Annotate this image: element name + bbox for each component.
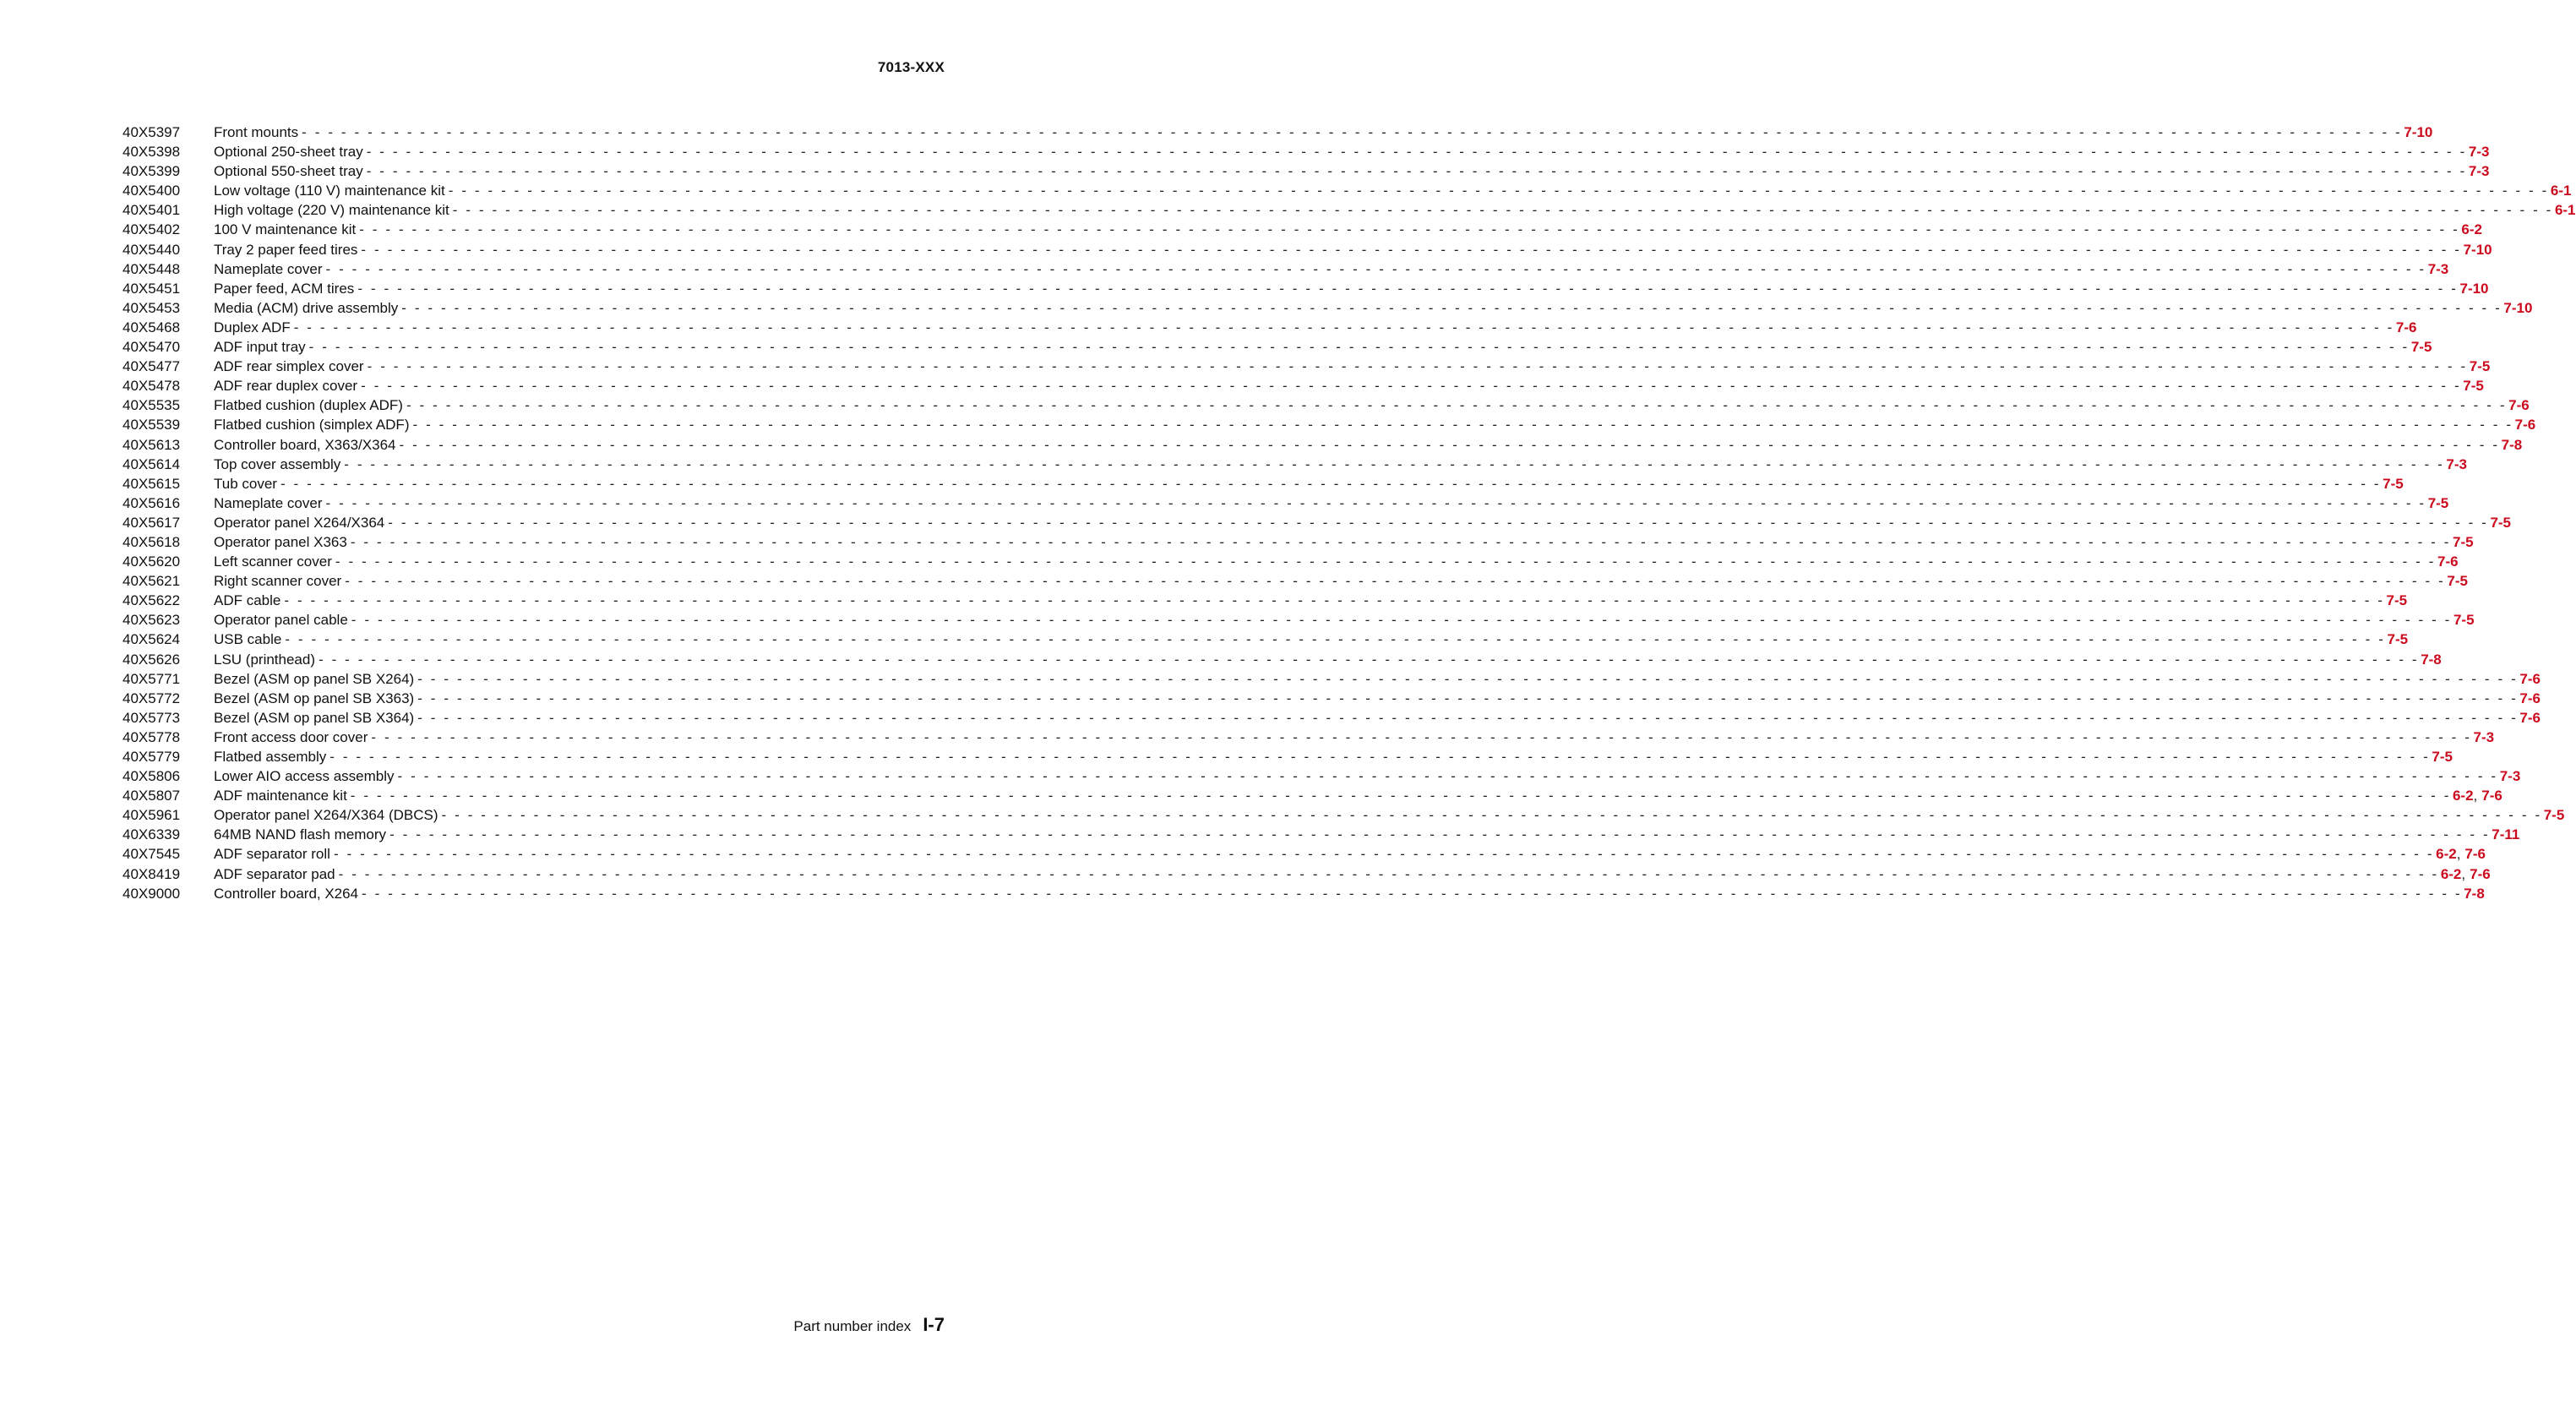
dot-leader: - - - - - - - - - - - - - - - - - - - - - - - - - - - - - - - - - - - - - - - - - - - - - - - - - - - - - - - - - - - - - - - - - - - - - - - - - - - - - - - - - - - - - - - - - - - - - - - - - - - - - - - - - - - - - - - - - - - - - - - - - - - - - - - - - - - - - - - - - - - - - - - - - - - - - - - - - - - - - - - -	[293, 319, 2394, 335]
index-entry	[123, 357, 2491, 376]
part-number: 40X5614	[123, 455, 181, 472]
part-description: Duplex ADF	[214, 319, 291, 335]
part-description: Top cover assembly	[214, 455, 341, 472]
part-number: 40X5616	[123, 494, 181, 511]
part-number: 40X5622	[123, 592, 181, 609]
page-link[interactable]: 7-3	[2468, 163, 2490, 180]
part-description: 64MB NAND flash memory	[214, 826, 387, 843]
page-link[interactable]: 7-5	[2453, 533, 2474, 550]
page-link[interactable]: 7-5	[2453, 612, 2475, 629]
index-entry	[123, 240, 2492, 259]
part-description: ADF rear duplex cover	[214, 378, 358, 395]
page-references	[2434, 844, 2486, 864]
page-references	[2462, 240, 2492, 259]
page-references	[2445, 571, 2468, 591]
part-number: 40X5961	[123, 807, 181, 824]
index-entry	[123, 708, 2541, 728]
part-description: Operator panel X264/X364	[214, 514, 385, 531]
part-description: Front access door cover	[214, 728, 368, 745]
dot-leader: - - - - - - - - - - - - - - - - - - - - - - - - - - - - - - - - - - - - - - - - - - - - - - - - - - - - - - - - - - - - - - - - - - - - - - - - - - - - - - - - - - - - - - - - - - - - - - - - - - - - - - - - - - - - - - - - - - - - - - - - - - - - - - - - - - - - - - - - - - - - - - - - - - - - - - - - - - - - - - - -	[333, 846, 2435, 863]
page-link[interactable]: 7-6	[2514, 417, 2536, 433]
index-entry	[123, 532, 2474, 552]
page-link[interactable]: 7-6	[2519, 670, 2541, 687]
page-link[interactable]: 7-8	[2501, 436, 2523, 453]
part-number: 40X5618	[123, 533, 181, 550]
index-entry	[123, 844, 2486, 864]
dot-leader: - - - - - - - - - - - - - - - - - - - - - - - - - - - - - - - - - - - - - - - - - - - - - - - - - - - - - - - - - - - - - - - - - - - - - - - - - - - - - - - - - - - - - - - - - - - - - - - - - - - - - - - - - - - - - - - - - - - - - - - - - - - - - - - - - - - - - - - - - - - - - - - - - - - - - - - - - - - - - - - -	[329, 749, 2431, 765]
part-description: Left scanner cover	[214, 553, 332, 570]
part-description: 100 V maintenance kit	[214, 221, 357, 238]
index-entry	[123, 298, 2533, 318]
part-number: 40X5624	[123, 631, 181, 648]
page-link[interactable]: 6-2	[2461, 221, 2482, 238]
page-references	[2467, 161, 2490, 181]
part-number: 40X5773	[123, 709, 181, 726]
page-link[interactable]: 7-6	[2464, 846, 2486, 863]
dot-leader: - - - - - - - - - - - - - - - - - - - - - - - - - - - - - - - - - - - - - - - - - - - - - - - - - - - - - - - - - - - - - - - - - - - - - - - - - - - - - - - - - - - - - - - - - - - - - - - - - - - - - - - - - - - - - - - - - - - - - - - - - - - - - - - - - - - - - - - - - - - - - - - - - - - - - - - - - - - - - - - -	[367, 358, 2468, 375]
page-link[interactable]: 7-6	[2470, 865, 2491, 882]
index-entry	[123, 474, 2404, 493]
page-references	[2502, 298, 2532, 318]
part-number: 40X5771	[123, 670, 181, 687]
page-link[interactable]: 6-1	[2550, 183, 2572, 199]
part-description: USB cable	[214, 631, 282, 648]
index-entry	[123, 610, 2475, 630]
part-description: Front mounts	[214, 124, 299, 140]
page-references	[2467, 142, 2490, 161]
page-references	[2430, 747, 2453, 766]
footer-page-number: I-7	[923, 1314, 945, 1335]
page-references	[2490, 825, 2519, 844]
dot-leader: - - - - - - - - - - - - - - - - - - - - - - - - - - - - - - - - - - - - - - - - - - - - - - - - - - - - - - - - - - - - - - - - - - - - - - - - - - - - - - - - - - - - - - - - - - - - - - - - - - - - - - - - - - - - - - - - - - - - - - - - - - - - - - - - - - - - - - - - - - - - - - - - - - - - - - - - - - - - - - - -	[351, 612, 2452, 629]
page-link[interactable]: 7-3	[2468, 144, 2490, 161]
page-link[interactable]: 7-6	[2519, 709, 2541, 726]
part-description: ADF input tray	[214, 339, 306, 356]
page-link[interactable]: 7-8	[2421, 651, 2442, 668]
index-entry	[123, 493, 2449, 513]
part-number: 40X5620	[123, 553, 181, 570]
page-footer	[793, 1314, 945, 1336]
part-description: Tub cover	[214, 475, 277, 492]
index-entry	[123, 142, 2490, 161]
part-number: 40X9000	[123, 885, 181, 902]
dot-leader: - - - - - - - - - - - - - - - - - - - - - - - - - - - - - - - - - - - - - - - - - - - - - - - - - - - - - - - - - - - - - - - - - - - - - - - - - - - - - - - - - - - - - - - - - - - - - - - - - - - - - - - - - - - - - - - - - - - - - - - - - - - - - - - - - - - - - - - - - - - - - - - - - - - - - - - - - - - - - - - -	[285, 631, 2386, 648]
index-entry	[123, 884, 2485, 903]
page-references	[2459, 220, 2482, 239]
dot-leader: - - - - - - - - - - - - - - - - - - - - - - - - - - - - - - - - - - - - - - - - - - - - - - - - - - - - - - - - - - - - - - - - - - - - - - - - - - - - - - - - - - - - - - - - - - - - - - - - - - - - - - - - - - - - - - - - - - - - - - - - - - - - - - - - - - - - - - - - - - - - - - - - - - - - - - - - - - - - - - - -	[359, 221, 2460, 238]
part-number: 40X5535	[123, 397, 181, 414]
page-link[interactable]: 7-6	[2481, 788, 2502, 804]
index-entry	[123, 805, 2565, 825]
page-references	[2385, 591, 2408, 610]
page-link[interactable]: 7-5	[2432, 749, 2453, 765]
page-link[interactable]: 7-6	[2437, 553, 2459, 570]
page-ref-separator: ,	[2456, 846, 2461, 863]
part-number: 40X5779	[123, 749, 181, 765]
index-entry	[123, 786, 2502, 805]
page-references	[2402, 123, 2432, 142]
part-number: 40X5400	[123, 183, 181, 199]
page-references	[2426, 493, 2449, 513]
part-description: Flatbed cushion (simplex ADF)	[214, 417, 410, 433]
part-number: 40X5440	[123, 241, 181, 258]
index-entry	[123, 259, 2449, 279]
page-references	[2452, 610, 2475, 630]
dot-leader: - - - - - - - - - - - - - - - - - - - - - - - - - - - - - - - - - - - - - - - - - - - - - - - - - - - - - - - - - - - - - - - - - - - - - - - - - - - - - - - - - - - - - - - - - - - - - - - - - - - - - - - - - - - - - - - - - - - - - - - - - - - - - - - - - - - - - - - - - - - - - - - - - - - - - - - - - - - - - - - -	[302, 124, 2403, 140]
part-description: Media (ACM) drive assembly	[214, 299, 399, 316]
page-link[interactable]: 7-5	[2543, 807, 2565, 824]
dot-leader: - - - - - - - - - - - - - - - - - - - - - - - - - - - - - - - - - - - - - - - - - - - - - - - - - - - - - - - - - - - - - - - - - - - - - - - - - - - - - - - - - - - - - - - - - - - - - - - - - - - - - - - - - - - - - - - - - - - - - - - - - - - - - - - - - - - - - - - - - - - - - - - - - - - - - - - - - - - - - - - -	[401, 299, 2502, 316]
page-link[interactable]: 7-6	[2395, 319, 2417, 335]
dot-leader: - - - - - - - - - - - - - - - - - - - - - - - - - - - - - - - - - - - - - - - - - - - - - - - - - - - - - - - - - - - - - - - - - - - - - - - - - - - - - - - - - - - - - - - - - - - - - - - - - - - - - - - - - - - - - - - - - - - - - - - - - - - - - - - - - - - - - - - - - - - - - - - - - - - - - - - - - - - - - - - -	[325, 494, 2426, 511]
index-entry	[123, 200, 2576, 220]
dot-leader: - - - - - - - - - - - - - - - - - - - - - - - - - - - - - - - - - - - - - - - - - - - - - - - - - - - - - - - - - - - - - - - - - - - - - - - - - - - - - - - - - - - - - - - - - - - - - - - - - - - - - - - - - - - - - - - - - - - - - - - - - - - - - - - - - - - - - - - - - - - - - - - - - - - - - - - - - - - - - - - -	[357, 280, 2459, 297]
part-number: 40X5399	[123, 163, 181, 180]
part-description: Low voltage (110 V) maintenance kit	[214, 183, 445, 199]
dot-leader: - - - - - - - - - - - - - - - - - - - - - - - - - - - - - - - - - - - - - - - - - - - - - - - - - - - - - - - - - - - - - - - - - - - - - - - - - - - - - - - - - - - - - - - - - - - - - - - - - - - - - - - - - - - - - - - - - - - - - - - - - - - - - - - - - - - - - - - - - - - - - - - - - - - - - - - - - - - - - - - -	[412, 417, 2513, 433]
dot-leader: - - - - - - - - - - - - - - - - - - - - - - - - - - - - - - - - - - - - - - - - - - - - - - - - - - - - - - - - - - - - - - - - - - - - - - - - - - - - - - - - - - - - - - - - - - - - - - - - - - - - - - - - - - - - - - - - - - - - - - - - - - - - - - - - - - - - - - - - - - - - - - - - - - - - - - - - - - - - - - - -	[335, 553, 2437, 570]
index-entry	[123, 571, 2468, 591]
page-link[interactable]: 7-10	[2459, 280, 2489, 297]
page-references	[2500, 435, 2523, 455]
index-entry	[123, 123, 2433, 142]
part-number: 40X5539	[123, 417, 181, 433]
part-number: 40X5477	[123, 358, 181, 375]
part-number: 40X5806	[123, 768, 181, 785]
index-entry	[123, 825, 2520, 844]
part-number: 40X5772	[123, 690, 181, 706]
page-references	[2410, 337, 2432, 357]
index-entry	[123, 161, 2490, 181]
part-description: ADF maintenance kit	[214, 788, 347, 804]
index-entry	[123, 318, 2417, 337]
page-references	[2458, 279, 2488, 298]
dot-leader: - - - - - - - - - - - - - - - - - - - - - - - - - - - - - - - - - - - - - - - - - - - - - - - - - - - - - - - - - - - - - - - - - - - - - - - - - - - - - - - - - - - - - - - - - - - - - - - - - - - - - - - - - - - - - - - - - - - - - - - - - - - - - - - - - - - - - - - - - - - - - - - - - - - - - - - - - - - - - - - -	[325, 260, 2426, 277]
index-entry	[123, 455, 2467, 474]
page-references	[2386, 630, 2409, 649]
page-references	[2542, 805, 2565, 825]
page-references	[2462, 884, 2485, 903]
dot-leader: - - - - - - - - - - - - - - - - - - - - - - - - - - - - - - - - - - - - - - - - - - - - - - - - - - - - - - - - - - - - - - - - - - - - - - - - - - - - - - - - - - - - - - - - - - - - - - - - - - - - - - - - - - - - - - - - - - - - - - - - - - - - - - - - - - - - - - - - - - - - - - - - - - - - - - - - - - - - - - - -	[350, 788, 2451, 804]
index-entry	[123, 864, 2491, 884]
part-description: Flatbed assembly	[214, 749, 327, 765]
index-entry	[123, 220, 2482, 239]
part-number-index-list	[123, 123, 2576, 903]
index-entry	[123, 650, 2442, 669]
page-link[interactable]: 6-2	[2436, 846, 2457, 863]
part-number: 40X5626	[123, 651, 181, 668]
part-description: Bezel (ASM op panel SB X363)	[214, 690, 415, 706]
dot-leader: - - - - - - - - - - - - - - - - - - - - - - - - - - - - - - - - - - - - - - - - - - - - - - - - - - - - - - - - - - - - - - - - - - - - - - - - - - - - - - - - - - - - - - - - - - - - - - - - - - - - - - - - - - - - - - - - - - - - - - - - - - - - - - - - - - - - - - - - - - - - - - - - - - - - - - - - - - - - - - - -	[452, 202, 2553, 219]
index-entry	[123, 513, 2512, 532]
dot-leader: - - - - - - - - - - - - - - - - - - - - - - - - - - - - - - - - - - - - - - - - - - - - - - - - - - - - - - - - - - - - - - - - - - - - - - - - - - - - - - - - - - - - - - - - - - - - - - - - - - - - - - - - - - - - - - - - - - - - - - - - - - - - - - - - - - - - - - - - - - - - - - - - - - - - - - - - - - - - - - - -	[448, 183, 2549, 199]
index-entry	[123, 689, 2541, 708]
page-link[interactable]: 7-5	[2463, 378, 2484, 395]
dot-leader: - - - - - - - - - - - - - - - - - - - - - - - - - - - - - - - - - - - - - - - - - - - - - - - - - - - - - - - - - - - - - - - - - - - - - - - - - - - - - - - - - - - - - - - - - - - - - - - - - - - - - - - - - - - - - - - - - - - - - - - - - - - - - - - - - - - - - - - - - - - - - - - - - - - - - - - - - - - - - - - -	[338, 865, 2439, 882]
document-code: 7013-XXX	[877, 59, 945, 75]
part-number: 40X5615	[123, 475, 181, 492]
dot-leader: - - - - - - - - - - - - - - - - - - - - - - - - - - - - - - - - - - - - - - - - - - - - - - - - - - - - - - - - - - - - - - - - - - - - - - - - - - - - - - - - - - - - - - - - - - - - - - - - - - - - - - - - - - - - - - - - - - - - - - - - - - - - - - - - - - - - - - - - - - - - - - - - - - - - - - - - - - - - - - - -	[388, 514, 2489, 531]
part-number: 40X5807	[123, 788, 181, 804]
dot-leader: - - - - - - - - - - - - - - - - - - - - - - - - - - - - - - - - - - - - - - - - - - - - - - - - - - - - - - - - - - - - - - - - - - - - - - - - - - - - - - - - - - - - - - - - - - - - - - - - - - - - - - - - - - - - - - - - - - - - - - - - - - - - - - - - - - - - - - - - - - - - - - - - - - - - - - - - - - - - - - - -	[441, 807, 2542, 824]
dot-leader: - - - - - - - - - - - - - - - - - - - - - - - - - - - - - - - - - - - - - - - - - - - - - - - - - - - - - - - - - - - - - - - - - - - - - - - - - - - - - - - - - - - - - - - - - - - - - - - - - - - - - - - - - - - - - - - - - - - - - - - - - - - - - - - - - - - - - - - - - - - - - - - - - - - - - - - - - - - - - - - -	[399, 436, 2500, 453]
part-description: Operator panel X264/X364 (DBCS)	[214, 807, 438, 824]
dot-leader: - - - - - - - - - - - - - - - - - - - - - - - - - - - - - - - - - - - - - - - - - - - - - - - - - - - - - - - - - - - - - - - - - - - - - - - - - - - - - - - - - - - - - - - - - - - - - - - - - - - - - - - - - - - - - - - - - - - - - - - - - - - - - - - - - - - - - - - - - - - - - - - - - - - - - - - - - - - - - - - -	[417, 690, 2519, 706]
page-link[interactable]: 6-2	[2452, 788, 2474, 804]
page-link[interactable]: 6-2	[2440, 865, 2462, 882]
dot-leader: - - - - - - - - - - - - - - - - - - - - - - - - - - - - - - - - - - - - - - - - - - - - - - - - - - - - - - - - - - - - - - - - - - - - - - - - - - - - - - - - - - - - - - - - - - - - - - - - - - - - - - - - - - - - - - - - - - - - - - - - - - - - - - - - - - - - - - - - - - - - - - - - - - - - - - - - - - - - - - - -	[417, 670, 2519, 687]
page-ref-separator: ,	[2473, 788, 2478, 804]
part-description: Optional 250-sheet tray	[214, 144, 363, 161]
page-references	[2468, 357, 2491, 376]
part-description: Nameplate cover	[214, 260, 323, 277]
page-link[interactable]: 7-5	[2410, 339, 2432, 356]
dot-leader: - - - - - - - - - - - - - - - - - - - - - - - - - - - - - - - - - - - - - - - - - - - - - - - - - - - - - - - - - - - - - - - - - - - - - - - - - - - - - - - - - - - - - - - - - - - - - - - - - - - - - - - - - - - - - - - - - - - - - - - - - - - - - - - - - - - - - - - - - - - - - - - - - - - - - - - - - - - - - - - -	[406, 397, 2508, 414]
part-number: 40X5451	[123, 280, 181, 297]
page-references	[2488, 513, 2511, 532]
page-references	[2394, 318, 2417, 337]
part-number: 40X5398	[123, 144, 181, 161]
page-references	[2439, 864, 2491, 884]
dot-leader: - - - - - - - - - - - - - - - - - - - - - - - - - - - - - - - - - - - - - - - - - - - - - - - - - - - - - - - - - - - - - - - - - - - - - - - - - - - - - - - - - - - - - - - - - - - - - - - - - - - - - - - - - - - - - - - - - - - - - - - - - - - - - - - - - - - - - - - - - - - - - - - - - - - - - - - - - - - - - - - -	[280, 475, 2382, 492]
index-entry	[123, 415, 2536, 434]
part-description: ADF separator pad	[214, 865, 335, 882]
dot-leader: - - - - - - - - - - - - - - - - - - - - - - - - - - - - - - - - - - - - - - - - - - - - - - - - - - - - - - - - - - - - - - - - - - - - - - - - - - - - - - - - - - - - - - - - - - - - - - - - - - - - - - - - - - - - - - - - - - - - - - - - - - - - - - - - - - - - - - - - - - - - - - - - - - - - - - - - - - - - - - - -	[319, 651, 2420, 668]
part-number: 40X5397	[123, 124, 181, 140]
page-link[interactable]: 7-5	[2447, 573, 2468, 590]
part-number: 40X8419	[123, 865, 181, 882]
page-references	[2518, 689, 2541, 708]
part-description: Optional 550-sheet tray	[214, 163, 363, 180]
page-link[interactable]: 6-1	[2554, 202, 2576, 219]
part-number: 40X5401	[123, 202, 181, 219]
dot-leader: - - - - - - - - - - - - - - - - - - - - - - - - - - - - - - - - - - - - - - - - - - - - - - - - - - - - - - - - - - - - - - - - - - - - - - - - - - - - - - - - - - - - - - - - - - - - - - - - - - - - - - - - - - - - - - - - - - - - - - - - - - - - - - - - - - - - - - - - - - - - - - - - - - - - - - - - - - - - - - - -	[389, 826, 2491, 843]
part-description: Lower AIO access assembly	[214, 768, 395, 785]
page-references	[2419, 650, 2442, 669]
page-references	[2513, 415, 2536, 434]
dot-leader: - - - - - - - - - - - - - - - - - - - - - - - - - - - - - - - - - - - - - - - - - - - - - - - - - - - - - - - - - - - - - - - - - - - - - - - - - - - - - - - - - - - - - - - - - - - - - - - - - - - - - - - - - - - - - - - - - - - - - - - - - - - - - - - - - - - - - - - - - - - - - - - - - - - - - - - - - - - - - - - -	[350, 533, 2452, 550]
part-number: 40X5402	[123, 221, 181, 238]
page-link[interactable]: 7-10	[2404, 124, 2433, 140]
page-link[interactable]: 7-6	[2519, 690, 2541, 706]
page-link[interactable]: 7-5	[2469, 358, 2491, 375]
page-link[interactable]: 7-3	[2427, 260, 2449, 277]
page-link[interactable]: 7-5	[2386, 592, 2408, 609]
page-link[interactable]: 7-6	[2508, 397, 2530, 414]
page-link[interactable]: 7-10	[2503, 299, 2533, 316]
part-description: Paper feed, ACM tires	[214, 280, 355, 297]
index-entry	[123, 395, 2530, 415]
page-link[interactable]: 7-10	[2463, 241, 2492, 258]
part-number: 40X5478	[123, 378, 181, 395]
part-description: Flatbed cushion (duplex ADF)	[214, 397, 403, 414]
part-description: Right scanner cover	[214, 573, 342, 590]
part-number: 40X5778	[123, 728, 181, 745]
dot-leader: - - - - - - - - - - - - - - - - - - - - - - - - - - - - - - - - - - - - - - - - - - - - - - - - - - - - - - - - - - - - - - - - - - - - - - - - - - - - - - - - - - - - - - - - - - - - - - - - - - - - - - - - - - - - - - - - - - - - - - - - - - - - - - - - - - - - - - - - - - - - - - - - - - - - - - - - - - - - - - - -	[366, 163, 2467, 180]
part-description: ADF cable	[214, 592, 281, 609]
index-entry	[123, 630, 2409, 649]
part-description: Tray 2 paper feed tires	[214, 241, 358, 258]
dot-leader: - - - - - - - - - - - - - - - - - - - - - - - - - - - - - - - - - - - - - - - - - - - - - - - - - - - - - - - - - - - - - - - - - - - - - - - - - - - - - - - - - - - - - - - - - - - - - - - - - - - - - - - - - - - - - - - - - - - - - - - - - - - - - - - - - - - - - - - - - - - - - - - - - - - - - - - - - - - - - - - -	[361, 378, 2462, 395]
dot-leader: - - - - - - - - - - - - - - - - - - - - - - - - - - - - - - - - - - - - - - - - - - - - - - - - - - - - - - - - - - - - - - - - - - - - - - - - - - - - - - - - - - - - - - - - - - - - - - - - - - - - - - - - - - - - - - - - - - - - - - - - - - - - - - - - - - - - - - - - - - - - - - - - - - - - - - - - - - - - - - - -	[397, 768, 2498, 785]
part-number: 40X6339	[123, 826, 181, 843]
page-references	[2381, 474, 2404, 493]
part-number: 40X5621	[123, 573, 181, 590]
page-references	[2507, 395, 2530, 415]
part-number: 40X5453	[123, 299, 181, 316]
dot-leader: - - - - - - - - - - - - - - - - - - - - - - - - - - - - - - - - - - - - - - - - - - - - - - - - - - - - - - - - - - - - - - - - - - - - - - - - - - - - - - - - - - - - - - - - - - - - - - - - - - - - - - - - - - - - - - - - - - - - - - - - - - - - - - - - - - - - - - - - - - - - - - - - - - - - - - - - - - - - - - - -	[345, 573, 2446, 590]
part-description: Controller board, X363/X364	[214, 436, 396, 453]
part-number: 40X5448	[123, 260, 181, 277]
part-description: ADF rear simplex cover	[214, 358, 364, 375]
dot-leader: - - - - - - - - - - - - - - - - - - - - - - - - - - - - - - - - - - - - - - - - - - - - - - - - - - - - - - - - - - - - - - - - - - - - - - - - - - - - - - - - - - - - - - - - - - - - - - - - - - - - - - - - - - - - - - - - - - - - - - - - - - - - - - - - - - - - - - - - - - - - - - - - - - - - - - - - - - - - - - - -	[308, 339, 2410, 356]
page-references	[2472, 728, 2495, 747]
page-references	[2498, 766, 2521, 786]
page-link[interactable]: 7-5	[2383, 475, 2404, 492]
dot-leader: - - - - - - - - - - - - - - - - - - - - - - - - - - - - - - - - - - - - - - - - - - - - - - - - - - - - - - - - - - - - - - - - - - - - - - - - - - - - - - - - - - - - - - - - - - - - - - - - - - - - - - - - - - - - - - - - - - - - - - - - - - - - - - - - - - - - - - - - - - - - - - - - - - - - - - - - - - - - - - - -	[362, 885, 2463, 902]
part-description: High voltage (220 V) maintenance kit	[214, 202, 449, 219]
part-number: 40X5470	[123, 339, 181, 356]
index-entry	[123, 747, 2453, 766]
page-link[interactable]: 7-3	[2473, 728, 2495, 745]
dot-leader: - - - - - - - - - - - - - - - - - - - - - - - - - - - - - - - - - - - - - - - - - - - - - - - - - - - - - - - - - - - - - - - - - - - - - - - - - - - - - - - - - - - - - - - - - - - - - - - - - - - - - - - - - - - - - - - - - - - - - - - - - - - - - - - - - - - - - - - - - - - - - - - - - - - - - - - - - - - - - - - -	[417, 709, 2519, 726]
page-references	[2436, 552, 2459, 571]
part-number: 40X5613	[123, 436, 181, 453]
page-references	[2451, 786, 2502, 805]
index-entry	[123, 337, 2432, 357]
index-entry	[123, 181, 2572, 200]
page-references	[2553, 200, 2576, 220]
part-number: 40X5623	[123, 612, 181, 629]
dot-leader: - - - - - - - - - - - - - - - - - - - - - - - - - - - - - - - - - - - - - - - - - - - - - - - - - - - - - - - - - - - - - - - - - - - - - - - - - - - - - - - - - - - - - - - - - - - - - - - - - - - - - - - - - - - - - - - - - - - - - - - - - - - - - - - - - - - - - - - - - - - - - - - - - - - - - - - - - - - - - - - -	[366, 144, 2467, 161]
index-entry	[123, 552, 2459, 571]
part-description: Operator panel cable	[214, 612, 348, 629]
index-entry	[123, 766, 2521, 786]
page-link[interactable]: 7-5	[2427, 494, 2449, 511]
page-link[interactable]: 7-8	[2464, 885, 2485, 902]
part-description: Bezel (ASM op panel SB X264)	[214, 670, 415, 687]
part-description: ADF separator roll	[214, 846, 330, 863]
part-description: Nameplate cover	[214, 494, 323, 511]
dot-leader: - - - - - - - - - - - - - - - - - - - - - - - - - - - - - - - - - - - - - - - - - - - - - - - - - - - - - - - - - - - - - - - - - - - - - - - - - - - - - - - - - - - - - - - - - - - - - - - - - - - - - - - - - - - - - - - - - - - - - - - - - - - - - - - - - - - - - - - - - - - - - - - - - - - - - - - - - - - - - - - -	[361, 241, 2462, 258]
page-link[interactable]: 7-11	[2492, 826, 2520, 843]
index-entry	[123, 435, 2523, 455]
part-number: 40X5468	[123, 319, 181, 335]
index-entry	[123, 591, 2408, 610]
part-description: LSU (printhead)	[214, 651, 316, 668]
page-link[interactable]: 7-5	[2490, 514, 2512, 531]
dot-leader: - - - - - - - - - - - - - - - - - - - - - - - - - - - - - - - - - - - - - - - - - - - - - - - - - - - - - - - - - - - - - - - - - - - - - - - - - - - - - - - - - - - - - - - - - - - - - - - - - - - - - - - - - - - - - - - - - - - - - - - - - - - - - - - - - - - - - - - - - - - - - - - - - - - - - - - - - - - - - - - -	[344, 455, 2445, 472]
dot-leader: - - - - - - - - - - - - - - - - - - - - - - - - - - - - - - - - - - - - - - - - - - - - - - - - - - - - - - - - - - - - - - - - - - - - - - - - - - - - - - - - - - - - - - - - - - - - - - - - - - - - - - - - - - - - - - - - - - - - - - - - - - - - - - - - - - - - - - - - - - - - - - - - - - - - - - - - - - - - - - - -	[284, 592, 2385, 609]
part-description: Bezel (ASM op panel SB X364)	[214, 709, 415, 726]
page-ref-separator: ,	[2461, 865, 2466, 882]
index-entry	[123, 376, 2484, 395]
dot-leader: - - - - - - - - - - - - - - - - - - - - - - - - - - - - - - - - - - - - - - - - - - - - - - - - - - - - - - - - - - - - - - - - - - - - - - - - - - - - - - - - - - - - - - - - - - - - - - - - - - - - - - - - - - - - - - - - - - - - - - - - - - - - - - - - - - - - - - - - - - - - - - - - - - - - - - - - - - - - - - - -	[371, 728, 2472, 745]
page-references	[2451, 532, 2474, 552]
index-entry	[123, 279, 2489, 298]
page-references	[2444, 455, 2467, 474]
page-references	[2426, 259, 2449, 279]
page-link[interactable]: 7-3	[2499, 768, 2521, 785]
footer-section-label: Part number index	[793, 1318, 912, 1334]
page-link[interactable]: 7-5	[2387, 631, 2409, 648]
part-number: 40X7545	[123, 846, 181, 863]
page-references	[2518, 708, 2541, 728]
index-entry	[123, 728, 2495, 747]
part-number: 40X5617	[123, 514, 181, 531]
index-entry	[123, 669, 2541, 689]
part-description: Operator panel X363	[214, 533, 347, 550]
page-references	[2518, 669, 2541, 689]
page-references	[2461, 376, 2484, 395]
part-description: Controller board, X264	[214, 885, 359, 902]
page-link[interactable]: 7-3	[2446, 455, 2467, 472]
page-references	[2549, 181, 2572, 200]
